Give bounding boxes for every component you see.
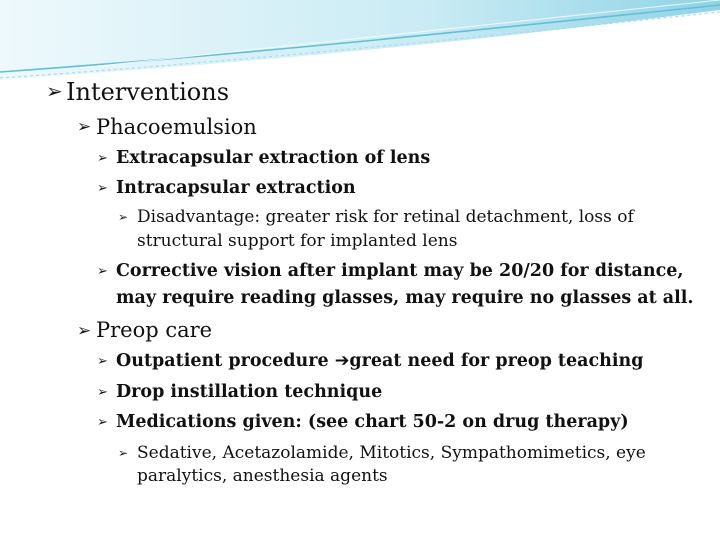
arrow-bullet-icon: ➢ xyxy=(97,151,108,166)
arrow-bullet-icon: ➢ xyxy=(97,354,108,369)
sub-item-disadvantage: Disadvantage: greater risk for retinal detachment, loss of xyxy=(137,207,634,227)
list-item-drop-instillation: Drop instillation technique xyxy=(116,382,383,402)
heading-preop-care: Preop care xyxy=(96,318,213,342)
arrow-bullet-icon: ➢ xyxy=(118,446,129,460)
list-item-corrective-vision: Corrective vision after implant may be 20/20 for distance, xyxy=(116,261,684,281)
list-item-intracapsular: Intracapsular extraction xyxy=(116,178,356,198)
preop-teaching-text: great need for preop teaching xyxy=(349,351,644,371)
arrow-bullet-icon: ➢ xyxy=(77,321,92,341)
arrow-bullet-icon: ➢ xyxy=(46,79,63,103)
list-item-extracapsular: Extracapsular extraction of lens xyxy=(116,148,431,168)
arrow-bullet-icon: ➢ xyxy=(77,117,92,137)
list-item-outpatient xyxy=(116,351,643,371)
outpatient-text: Outpatient procedure xyxy=(116,351,335,371)
sub-item-disadvantage-cont: structural support for implanted lens xyxy=(137,231,458,251)
arrow-bullet-icon: ➢ xyxy=(97,385,108,400)
arrow-bullet-icon: ➢ xyxy=(97,264,108,279)
list-item-medications: Medications given: (see chart 50-2 on drug therapy) xyxy=(116,412,629,432)
arrow-bullet-icon: ➢ xyxy=(118,210,129,224)
list-item-corrective-vision-cont: may require reading glasses, may require no glasses at all. xyxy=(116,288,694,308)
heading-interventions: Interventions xyxy=(66,78,230,106)
sub-item-sedative-cont: paralytics, anesthesia agents xyxy=(137,466,388,486)
arrow-right-icon: ➔ xyxy=(334,351,350,371)
arrow-bullet-icon: ➢ xyxy=(97,181,108,196)
heading-phacoemulsion: Phacoemulsion xyxy=(96,115,257,139)
arrow-bullet-icon: ➢ xyxy=(97,415,108,430)
header-wave-decoration xyxy=(0,0,720,90)
sub-item-sedative: Sedative, Acetazolamide, Mitotics, Sympathomimetics, eye xyxy=(137,443,646,463)
